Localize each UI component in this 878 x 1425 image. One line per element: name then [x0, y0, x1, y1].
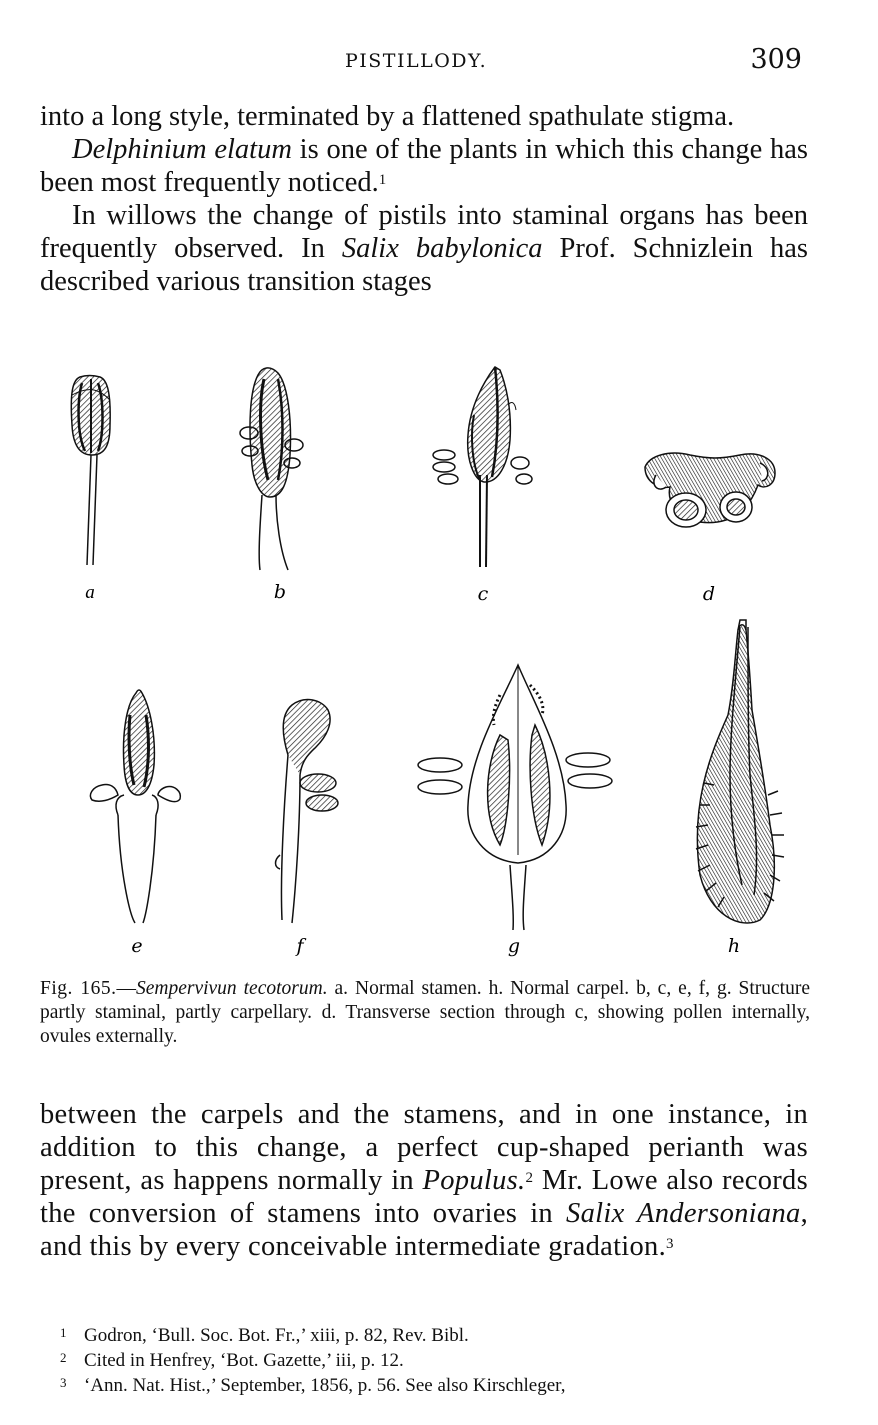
figure-label-g: g — [507, 935, 521, 957]
caption-figure-number: Fig. 165. — [40, 978, 117, 999]
caption-text: a. Normal stamen. h. Normal carpel. b, c, e, f, g. Structure partly staminal, partly carpellary. d. Transverse section through c, showing pollen internally, ovules externally. — [40, 978, 811, 1047]
paragraph-4 — [40, 1098, 808, 1263]
genus-populus: Populus. — [422, 1165, 526, 1196]
top-text-block — [40, 100, 808, 298]
paragraph-4-part-1: between the carpels and the stamens, and in one instance, in addition to this change, a perfect cup-shaped perianth was present, as happens normally in — [40, 1099, 808, 1196]
figure-label-a: a — [85, 582, 95, 603]
footnote-3-text: ‘Ann. Nat. Hist.,’ September, 1856, p. 56. See also Kirschleger, — [84, 1375, 566, 1396]
figure-label-f: f — [296, 935, 304, 957]
footnotes — [60, 1323, 810, 1398]
figure-label-c: c — [477, 583, 489, 605]
drawing-g-transition — [418, 665, 612, 930]
drawing-f-transition — [276, 700, 339, 923]
paragraph-2 — [40, 133, 808, 199]
drawing-h-normal-carpel — [696, 620, 784, 923]
paragraph-2-text: is one of the plants in which this change has been most frequently noticed. — [40, 134, 808, 198]
figure-label-b: b — [273, 581, 287, 603]
caption-species: Sempervivun tecotorum. — [135, 978, 328, 999]
drawing-d-transverse-section — [645, 453, 775, 527]
bottom-text-block — [40, 1098, 808, 1263]
species-salix-babylonica: Salix babylonica — [341, 233, 543, 264]
footnote-1-text: Godron, ‘Bull. Soc. Bot. Fr.,’ xiii, p. 82, Rev. Bibl. — [84, 1325, 469, 1346]
figure-illustration — [30, 355, 830, 970]
species-delphinium: Delphinium elatum — [72, 134, 292, 165]
caption-dash: — — [116, 978, 136, 999]
paragraph-1: into a long style, terminated by a flattened spathulate stigma. — [40, 101, 735, 132]
footnote-3 — [60, 1373, 810, 1398]
running-head — [40, 44, 810, 80]
species-salix-andersoniana: Salix Andersoniana — [566, 1198, 801, 1229]
figure-label-h: h — [727, 935, 741, 957]
footnote-3-mark: 3 — [60, 1375, 67, 1390]
figure-label-e: e — [131, 935, 143, 957]
paragraph-4-part-2: Mr. Lowe also records the conversion of stamens into ovaries in — [40, 1165, 809, 1229]
drawing-e-transition — [90, 690, 180, 923]
drawing-a-normal-stamen — [71, 376, 110, 566]
figure-165 — [30, 355, 830, 970]
footnote-2-mark: 2 — [60, 1350, 67, 1365]
drawing-b-transition — [240, 368, 303, 570]
footnote-ref-1: 1 — [378, 172, 387, 188]
footnote-2 — [60, 1348, 810, 1373]
figure-label-d: d — [702, 583, 716, 605]
paragraph-3-start: In willows the change of pistils into staminal organs has been frequently observed. In — [40, 200, 808, 264]
footnote-1 — [60, 1323, 810, 1348]
paragraph-3 — [40, 199, 808, 298]
footnote-ref-3: 3 — [666, 1236, 674, 1252]
running-title: PISTILLODY. — [345, 50, 488, 72]
paragraph-4-part-3: , and this by every conceivable intermediate gradation. — [40, 1198, 808, 1262]
footnote-1-mark: 1 — [60, 1325, 67, 1340]
page-number: 309 — [750, 44, 802, 75]
paragraph-3-end: Prof. Schnizlein has described various transition stages — [40, 233, 808, 297]
footnote-2-text: Cited in Henfrey, ‘Bot. Gazette,’ iii, p. 12. — [84, 1350, 404, 1371]
footnote-ref-2: 2 — [525, 1170, 534, 1186]
drawing-c-transition — [433, 367, 532, 567]
figure-caption — [40, 977, 810, 1049]
